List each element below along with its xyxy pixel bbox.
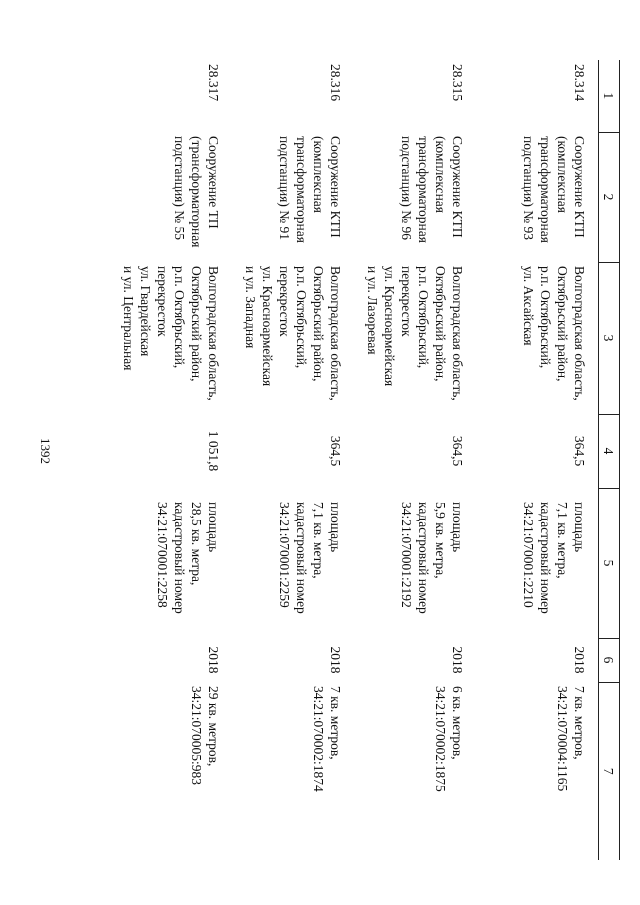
object-name: Сооружение ТП (трансформаторная подстанция) № 55 xyxy=(172,136,222,248)
table-row xyxy=(355,60,477,860)
column-header-2: 2 xyxy=(599,132,620,262)
object-address: Волгоградская область, Октябрьский район, р.п. Октябрьский, ул. Аксайская xyxy=(521,266,587,401)
object-year: 2018 xyxy=(328,646,344,674)
object-address: Волгоградская область, Октябрьский район, р.п. Октябрьский, перекресток ул. Красноармейская и ул. Лазоревая xyxy=(365,266,466,401)
object-year: 2018 xyxy=(572,646,587,674)
object-year: 2018 xyxy=(206,646,222,674)
object-description: площадь 28,5 кв. метра, кадастровый номер 34:21:070001:2258 xyxy=(155,502,222,614)
column-header-4: 4 xyxy=(599,414,620,488)
object-name: Сооружение КТП (комплексная трансформаторная подстанция) № 91 xyxy=(277,136,344,243)
property-table xyxy=(103,60,621,860)
column-header-3: 3 xyxy=(599,262,620,414)
page-number: 1392 xyxy=(38,438,53,464)
row-number: 28.317 xyxy=(206,64,222,102)
table-row xyxy=(477,60,599,860)
rotated-page-content xyxy=(40,60,620,860)
land-plot-info: 6 кв. метров, 34:21:070002:1875 xyxy=(433,686,466,792)
object-name: Сооружение КТП (комплексная трансформаторная подстанция) № 93 xyxy=(521,136,587,243)
object-value: 364,5 xyxy=(450,435,466,467)
object-description: площадь 7,1 кв. метра, кадастровый номер 34:21:070001:2210 xyxy=(521,502,587,614)
object-value: 1 051,8 xyxy=(206,430,222,472)
object-address: Волгоградская область, Октябрьский район, р.п. Октябрьский, перекресток ул. Красноармейская и ул. Западная xyxy=(243,266,344,401)
land-plot-info: 7 кв. метров, 34:21:070004:1165 xyxy=(555,686,587,792)
object-value: 364,5 xyxy=(328,435,344,467)
table-row xyxy=(233,60,355,860)
column-header-7: 7 xyxy=(599,682,620,860)
row-number: 28.315 xyxy=(450,64,466,102)
column-header-6: 6 xyxy=(599,638,620,682)
row-number: 28.314 xyxy=(572,64,587,102)
table-row xyxy=(103,60,233,860)
object-value: 364,5 xyxy=(572,435,587,467)
column-header-1: 1 xyxy=(599,60,620,132)
object-name: Сооружение КТП (комплексная трансформаторная подстанция) № 96 xyxy=(399,136,466,243)
land-plot-info: 7 кв. метров, 34:21:070002:1874 xyxy=(311,686,344,792)
object-address: Волгоградская область, Октябрьский район, р.п. Октябрьский, перекресток ул. Гвардейская и ул. Центральная xyxy=(121,266,222,401)
land-plot-info: 29 кв. метров, 34:21:070005:983 xyxy=(189,686,222,786)
object-description: площадь 5,9 кв. метра, кадастровый номер 34:21:070001:2192 xyxy=(399,502,466,614)
column-header-5: 5 xyxy=(599,488,620,638)
object-year: 2018 xyxy=(450,646,466,674)
object-description: площадь 7,1 кв. метра, кадастровый номер 34:21:070001:2259 xyxy=(277,502,344,614)
header-row xyxy=(599,60,620,860)
row-number: 28.316 xyxy=(328,64,344,102)
